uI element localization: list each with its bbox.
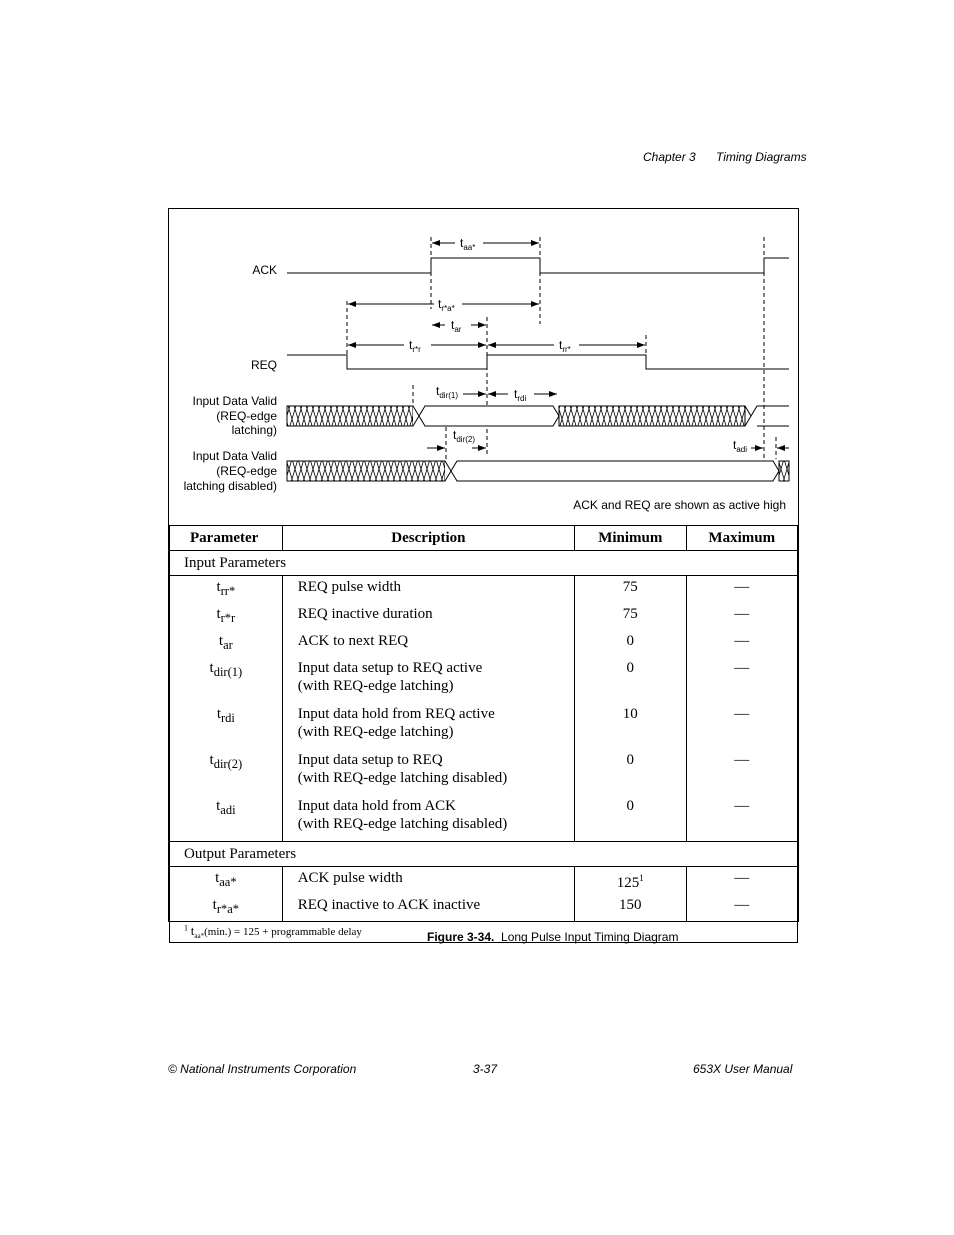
description-line: (with REQ-edge latching) [297, 678, 454, 694]
symbol-t: t [216, 606, 221, 622]
param-minimum [575, 894, 685, 921]
idv2-waveform [287, 461, 789, 481]
col-parameter: Parameter [170, 526, 283, 551]
maximum-value: — [734, 870, 750, 886]
minimum-value: 0 [626, 798, 635, 814]
req-label: REQ [250, 358, 277, 372]
minimum-footnote-mark: 1 [639, 873, 644, 883]
caption-text: Long Pulse Input Timing Diagram [501, 930, 679, 944]
param-symbol [170, 867, 282, 894]
tdir2-label: $t_{dir(2)}$ [453, 428, 476, 444]
param-symbol [170, 630, 282, 657]
symbol-t: t [216, 579, 221, 595]
trdi-label: $t_{rdi}$ [514, 387, 527, 403]
param-description [298, 657, 574, 703]
trr-label: $t_{rr*}$ [559, 338, 571, 354]
param-description [298, 867, 574, 894]
minimum-value: 125 [616, 875, 640, 891]
maximum-value: — [734, 660, 750, 676]
parameter-table [169, 525, 798, 943]
diagram-note: ACK and REQ are shown as active high [573, 498, 786, 512]
input-maximums [686, 576, 798, 842]
tdir1-label: $t_{dir(1)}$ [436, 384, 459, 400]
param-description [298, 576, 574, 603]
maximum-value: — [734, 706, 750, 722]
symbol-sub: dir(2) [213, 757, 243, 771]
description-line: (with REQ-edge latching disabled) [297, 770, 508, 786]
description-line: (with REQ-edge latching disabled) [297, 816, 508, 832]
description-line: REQ inactive duration [297, 606, 433, 622]
param-minimum [575, 630, 685, 657]
symbol-sub: rdi [220, 711, 235, 725]
symbol-sub: adi [220, 803, 236, 817]
param-minimum [575, 576, 685, 603]
param-description [298, 703, 574, 749]
param-minimum [575, 749, 685, 795]
param-symbol [170, 703, 282, 749]
footer-right: 653X User Manual [693, 1062, 793, 1076]
description-line: (with REQ-edge latching) [297, 724, 454, 740]
tr-r-label: $t_{r*r}$ [409, 338, 421, 354]
symbol-t: t [216, 798, 221, 814]
param-symbol [170, 603, 282, 630]
maximum-value: — [734, 633, 750, 649]
caption-label: Figure 3-34. [427, 930, 495, 944]
param-minimum [575, 603, 685, 630]
param-maximum [687, 703, 798, 749]
ack-waveform [287, 258, 789, 273]
description-line: Input data setup to REQ active [297, 660, 483, 676]
symbol-sub: dir(1) [213, 665, 243, 679]
param-maximum [687, 576, 798, 603]
idv1-label-1: Input Data Valid [192, 394, 277, 408]
param-minimum [575, 795, 685, 841]
symbol-t: t [212, 897, 217, 913]
symbol-t: t [218, 633, 224, 649]
output-symbols [170, 867, 283, 922]
description-line: Input data hold from ACK [297, 798, 457, 814]
symbol-sub: aa* [219, 875, 237, 889]
param-symbol [170, 894, 282, 921]
minimum-value: 75 [622, 579, 638, 595]
param-description [298, 795, 574, 841]
param-maximum [687, 867, 798, 894]
param-minimum [575, 867, 685, 894]
description-line: ACK pulse width [297, 870, 403, 886]
output-minimums [575, 867, 686, 922]
input-section-label: Input Parameters [170, 551, 798, 576]
minimum-value: 150 [619, 897, 642, 913]
minimum-value: 75 [622, 606, 638, 622]
maximum-value: — [734, 606, 750, 622]
minimum-value: 0 [626, 660, 635, 676]
col-minimum: Minimum [575, 526, 686, 551]
description-line: Input data hold from REQ active [297, 706, 495, 722]
input-symbols [170, 576, 283, 842]
idv2-label-2: (REQ-edge [216, 464, 277, 478]
param-symbol [170, 749, 282, 795]
ack-label: ACK [252, 263, 277, 277]
symbol-t: t [209, 752, 214, 768]
output-maximums [686, 867, 798, 922]
input-minimums [575, 576, 686, 842]
param-description [298, 894, 574, 921]
header-section: Timing Diagrams [716, 150, 807, 164]
param-symbol [170, 576, 282, 603]
param-maximum [687, 657, 798, 703]
description-line: ACK to next REQ [297, 633, 409, 649]
symbol-sub: ar [223, 638, 233, 652]
output-section-label: Output Parameters [170, 842, 798, 867]
footer-left: © National Instruments Corporation [168, 1062, 357, 1076]
symbol-t: t [216, 706, 221, 722]
description-line: Input data setup to REQ [297, 752, 443, 768]
minimum-value: 0 [626, 752, 635, 768]
param-description [298, 749, 574, 795]
param-symbol [170, 657, 282, 703]
input-descriptions [282, 576, 574, 842]
req-waveform [287, 355, 789, 369]
param-minimum [575, 703, 685, 749]
description-line: REQ inactive to ACK inactive [297, 897, 481, 913]
table-footnote: $^1$ $t_{aa*}(\min.) = 125$ + programmable delay [170, 922, 798, 943]
taa-label: $t_{aa*}$ [460, 236, 476, 252]
minimum-value: 10 [622, 706, 638, 722]
symbol-t: t [215, 870, 220, 886]
description-line: REQ pulse width [297, 579, 402, 595]
maximum-value: — [734, 798, 750, 814]
minimum-value: 0 [626, 633, 635, 649]
idv2-label-3: latching disabled) [183, 479, 277, 493]
param-symbol [170, 795, 282, 841]
footer-page-number: 3-37 [473, 1062, 498, 1076]
col-description: Description [282, 526, 574, 551]
param-maximum [687, 630, 798, 657]
idv1-label-2: (REQ-edge [216, 409, 277, 423]
param-maximum [687, 603, 798, 630]
maximum-value: — [734, 579, 750, 595]
param-description [298, 603, 574, 630]
tadi-label: $t_{adi}$ [733, 438, 748, 454]
param-maximum [687, 749, 798, 795]
idv2-label-1: Input Data Valid [192, 449, 277, 463]
symbol-sub: r*a* [216, 902, 240, 916]
idv1-label-3: latching) [231, 423, 277, 437]
symbol-sub: rr* [220, 584, 236, 598]
maximum-value: — [734, 897, 750, 913]
output-descriptions [282, 867, 574, 922]
maximum-value: — [734, 752, 750, 768]
tra-label: $t_{r*a*}$ [438, 297, 455, 313]
header-chapter: Chapter 3 [643, 150, 696, 164]
col-maximum: Maximum [686, 526, 798, 551]
symbol-sub: r*r [220, 611, 236, 625]
figure-caption [427, 930, 678, 944]
param-maximum [687, 894, 798, 921]
param-maximum [687, 795, 798, 841]
param-minimum [575, 657, 685, 703]
param-description [298, 630, 574, 657]
tar-label: $t_{ar}$ [451, 318, 462, 334]
symbol-t: t [209, 660, 214, 676]
idv1-waveform [287, 406, 789, 426]
timing-diagram [169, 209, 798, 525]
